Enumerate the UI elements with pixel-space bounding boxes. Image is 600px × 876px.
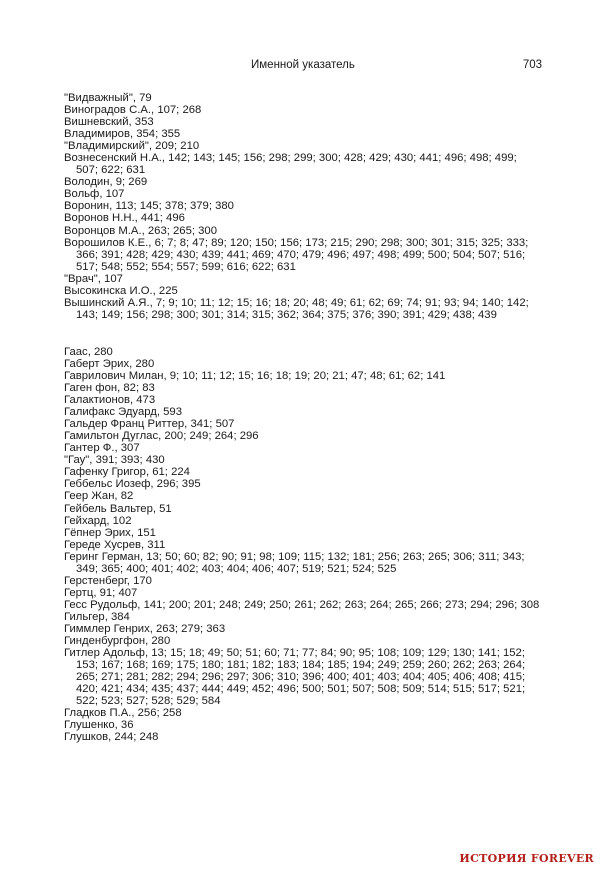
index-entry: Галифакс Эдуард, 593 <box>64 406 182 419</box>
index-entry: Глушенко, 36 <box>64 719 134 732</box>
index-entry: Гейбель Вальтер, 51 <box>64 502 172 515</box>
index-entry: Гаас, 280 <box>64 345 113 358</box>
index-entry: Гильгер, 384 <box>64 610 130 623</box>
index-entry: Гейхард, 102 <box>64 514 132 527</box>
index-entry: Воронцов М.А., 263; 265; 300 <box>64 224 217 237</box>
page-header <box>0 59 600 75</box>
index-entry: Габерт Эрих, 280 <box>64 357 155 370</box>
index-entry: Гаген фон, 82; 83 <box>64 382 155 395</box>
index-entry: Виноградов С.А., 107; 268 <box>64 104 202 117</box>
index-entry: Воронин, 113; 145; 378; 379; 380 <box>64 200 234 213</box>
index-entry: Высокинска И.О., 225 <box>64 284 178 297</box>
watermark-logo: ИСТОРИЯ FOREVER <box>459 852 594 865</box>
index-entry: Геринг Герман, 13; 50; 60; 82; 90; 91; 98; 109; 115; 132; 181; 256; 263; 265; 306; 311; 343; 349; 365; 400; 401; 402; 403; 404; 406; 407; 519; 521; 524; 525 <box>64 550 525 575</box>
index-entry: Гафенку Григор, 61; 224 <box>64 466 190 479</box>
index-entry: Вольф, 107 <box>64 188 125 201</box>
index-entry: "Врач", 107 <box>64 272 123 285</box>
index-entry: Гертц, 91; 407 <box>64 586 138 599</box>
index-entry: Вознесенский Н.А., 142; 143; 145; 156; 298; 299; 300; 428; 429; 430; 441; 496; 498; 499; 507; 622; 631 <box>64 152 517 177</box>
index-entry: Ворошилов К.Е., 6; 7; 8; 47; 89; 120; 150; 156; 173; 215; 290; 298; 300; 301; 315; 325; 333; 366; 391; 428; 429; 430; 439; 441; 469; 470; 479; 496; 497; 498; 499; 500; 504; 507; 516; 517; 548; 552; 554; 557; 599; 616; 622; 631 <box>64 236 529 273</box>
index-entry: Гереде Хусрев, 311 <box>64 538 166 551</box>
index-entry: Галактионов, 473 <box>64 394 156 407</box>
index-entry: Гёпнер Эрих, 151 <box>64 526 156 539</box>
index-entry: Вышинский А.Я., 7; 9; 10; 11; 12; 15; 16; 18; 20; 48; 49; 61; 62; 69; 74; 91; 93; 94; 140; 142; 143; 149; 156; 298; 300; 301; 314; 315; 362; 364; 375; 376; 390; 391; 429; 438; 439 <box>64 296 529 321</box>
index-entry: Владимиров, 354; 355 <box>64 128 181 141</box>
index-entry: Гамильтон Дуглас, 200; 249; 264; 296 <box>64 430 259 443</box>
index-entry: Гальдер Франц Риттер, 341; 507 <box>64 418 235 431</box>
page-number: 703 <box>522 59 542 71</box>
index-entry: Гитлер Адольф, 13; 15; 18; 49; 50; 51; 60; 71; 77; 84; 90; 95; 108; 109; 129; 130; 141; 152; 153; 167; 168; 169; 175; 180; 181; 182; 183; 184; 185; 194; 249; 259; 260; 262; 263; 264; 265; 271; 281; 282; 294; 296; 297; 306; 310; 396; 400; 401; 403; 404; 405; 406; 408; 415; 420; 421; 434; 435; 437; 444; 449; 452; 496; 500; 501; 507; 508; 509; 514; 515; 517; 521; 522; 523; 527; 528; 529; 584 <box>64 647 526 708</box>
running-title: Именной указатель <box>251 59 355 71</box>
index-entry: Глушков, 244; 248 <box>64 731 159 744</box>
index-entry: Воронов Н.Н., 441; 496 <box>64 212 185 225</box>
index-entry: "Гау", 391; 393; 430 <box>64 454 165 467</box>
index-entry: "Владимирский", 209; 210 <box>64 140 200 153</box>
index-entry: Геер Жан, 82 <box>64 490 134 503</box>
index-entry: Гесс Рудольф, 141; 200; 201; 248; 249; 250; 261; 262; 263; 264; 265; 266; 273; 294; 296; 308 <box>64 598 540 611</box>
index-entry: Володин, 9; 269 <box>64 176 148 189</box>
index-entry: Гантер Ф., 307 <box>64 442 140 455</box>
index-entry: "Видважный", 79 <box>64 92 152 104</box>
index-entry: Вишневский, 353 <box>64 116 154 129</box>
index-entry: Гиммлер Генрих, 263; 279; 363 <box>64 622 226 635</box>
section-gap <box>64 321 540 346</box>
index-entry: Гаврилович Милан, 9; 10; 11; 12; 15; 16; 18; 19; 20; 21; 47; 48; 61; 62; 141 <box>64 369 446 382</box>
index-entry: Геббельс Иозеф, 296; 395 <box>64 478 201 491</box>
index-entry: Гладков П.А., 256; 258 <box>64 707 182 720</box>
index-entry: Гинденбургфон, 280 <box>64 635 171 648</box>
index-entry: Герстенберг, 170 <box>64 574 152 587</box>
name-index <box>64 92 540 743</box>
